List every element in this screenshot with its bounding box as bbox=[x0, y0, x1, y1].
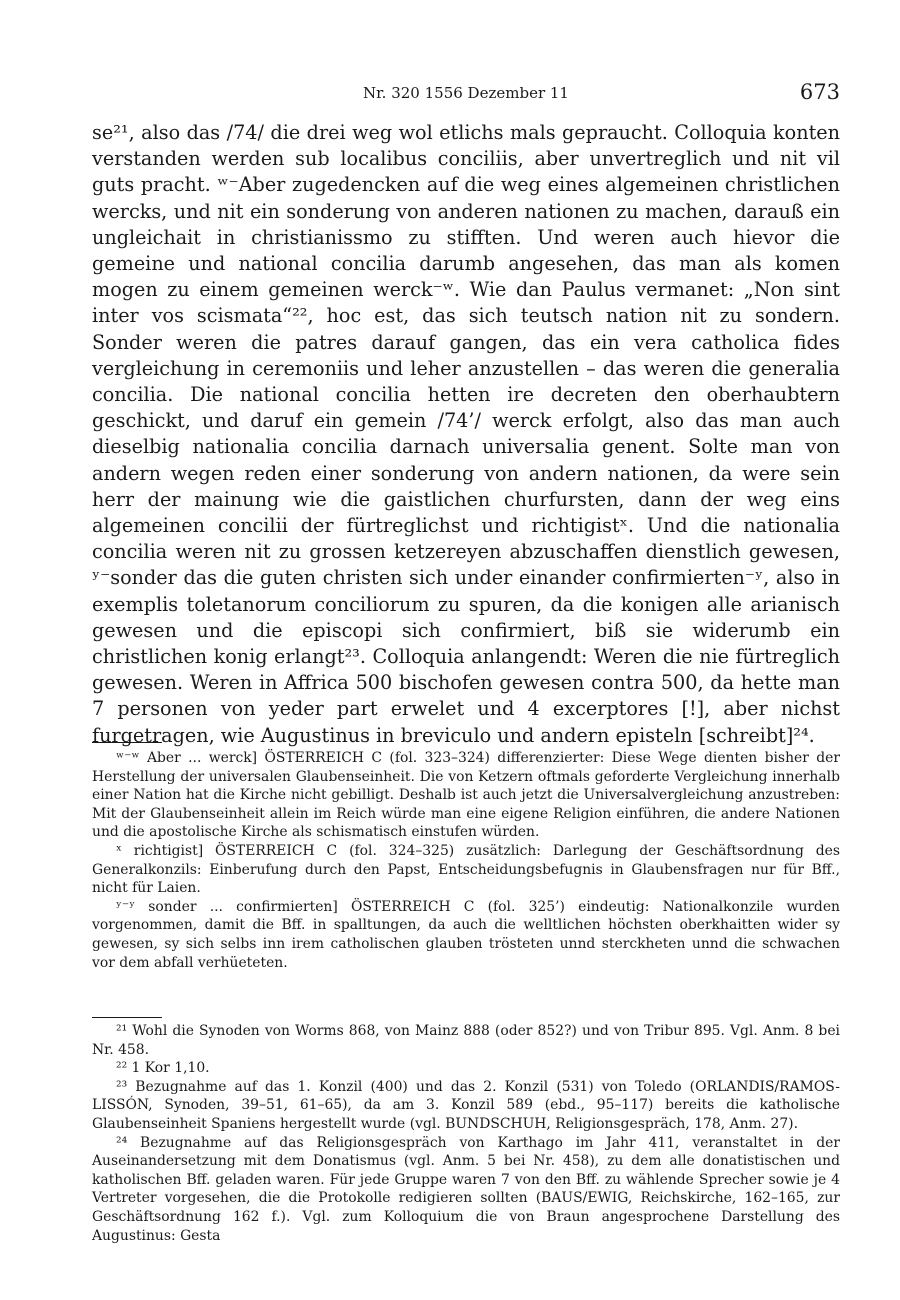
footnotes bbox=[92, 1022, 840, 1245]
footnote-24: ²⁴ Bezugnahme auf das Religionsgespräch von Karthago im Jahr 411, veranstaltet in der Auseinandersetzung mit dem Donatismus (vgl. Anm. 5 bei Nr. 458), zu dem alle donatistischen und katholischen Bff. geladen waren. Für jede Gruppe waren 7 von den Bff. zu wählende Sprecher sowie je 4 Vertreter vorgesehen, die die Protokolle redigieren sollten (BAUS/EWIG, Reichskirche, 162–165, zur Geschäftsordnung 162 f.). Vgl. zum Kolloquium die von Braun angesprochene Darstellung des Augustinus: Gesta bbox=[92, 1134, 840, 1244]
variant-note-x: ˣ richtigist] ÖSTERREICH C (fol. 324–325) zusätzlich: Darlegung der Geschäftsordnung des Generalkonzils: Einberufung durch den Papst, Entscheidungsbefugnis in Glaubensfragen nur für Bff., nicht für Laien. bbox=[92, 842, 840, 897]
footnote-23: ²³ Bezugnahme auf das 1. Konzil (400) und das 2. Konzil (531) von Toledo (ORLANDIS/RAMOS-LISSÓN, Synoden, 39–51, 61–65), da am 3. Konzil 589 (ebd., 95–117) bereits die katholische Glaubenseinheit Spaniens hergestellt wurde (vgl. BUNDSCHUH, Religionsgespräch, 178, Anm. 27). bbox=[92, 1078, 840, 1132]
main-text-block bbox=[92, 120, 840, 749]
footnotes-rule bbox=[92, 1017, 162, 1018]
footnote-22: ²² 1 Kor 1,10. bbox=[116, 1060, 210, 1077]
page-header bbox=[92, 80, 840, 110]
variant-note-y: ʸ⁻ʸ sonder ... confirmierten] ÖSTERREICH C (fol. 325’) eindeutig: Nationalkonzile wurden vorgenommen, damit die Bff. in spalltungen, da auch die welltlichen höchsten oberkhaitten wider sy gewesen, sy sich selbs inn irem catholischen glauben trösteten unnd sterckheten unnd die schwachen vor dem abfall verhüeteten. bbox=[92, 898, 840, 971]
variant-notes-rule bbox=[92, 742, 162, 743]
variant-note-w: ʷ⁻ʷ Aber ... werck] ÖSTERREICH C (fol. 323–324) differenzierter: Diese Wege dienten bisher der Herstellung der universalen Glaubenseinheit. Die von Ketzern oftmals geforderte Vergleichung innerhalb einer Nation hat die Kirche nicht gebilligt. Deshalb ist auch jetzt die Universalvergleichung anzustreben: Mit der Glaubenseinheit allein im Reich würde man eine eigene Religion einführen, die andere Nationen und die apostolische Kirche als schismatisch einstufen würden. bbox=[92, 750, 840, 841]
variant-notes bbox=[92, 749, 840, 972]
page-number: 673 bbox=[799, 80, 840, 104]
footnote-21: ²¹ Wohl die Synoden von Worms 868, von Mainz 888 (oder 852?) und von Tribur 895. Vgl. Anm. 8 bei Nr. 458. bbox=[92, 1023, 840, 1058]
running-title: Nr. 320 1556 Dezember 11 bbox=[363, 84, 569, 102]
main-paragraph: se²¹, also das /74/ die drei weg wol etlichs mals gepraucht. Colloquia konten verstanden werden sub localibus conciliis, aber unvertreglich und nit vil guts pracht. ʷ⁻Aber zugedencken auf die weg eines algemeinen christlichen wercks, und nit ein sonderung von anderen nationen zu machen, darauß ein ungleichait in christianissmo zu stifften. Und weren auch hievor die gemeine und national concilia darumb angesehen, das man als komen mogen zu einem gemeinen werck⁻ʷ. Wie dan Paulus vermanet: „Non sint inter vos scismata“²², hoc est, das sich teutsch nation nit zu sondern. Sonder weren die patres darauf gangen, das ein vera catholica fides vergleichung in ceremoniis und leher anzustellen – das weren die generalia concilia. Die national concilia hetten ire decreten den oberhaubtern geschickt, und daruf ein gemein /74’/ werck erfolgt, also das man auch dieselbig nationalia concilia darnach universalia genent. Solte man von andern wegen reden einer sonderung von andern nationen, da were sein herr der mainung wie die gaistlichen churfursten, dann der weg eins algemeinen concilii der fürtreglichst und richtigistˣ. Und die nationalia concilia weren nit zu grossen ketzereyen abzuschaffen dienstlich gewesen, ʸ⁻sonder das die guten christen sich under einander confirmierten⁻ʸ, also in exemplis toletanorum conciliorum zu spuren, da die konigen alle arianisch gewesen und die episcopi sich confirmiert, biß sie widerumb ein christlichen konig erlangt²³. Colloquia anlangendt: Weren die nie fürtreglich gewesen. Weren in Affrica 500 bischofen gewesen contra 500, da hette man 7 personen von yeder part erwelet und 4 excerptores [!], aber nichst furgetragen, wie Augustinus in breviculo und andern episteln [schreibt]²⁴. bbox=[92, 121, 840, 747]
